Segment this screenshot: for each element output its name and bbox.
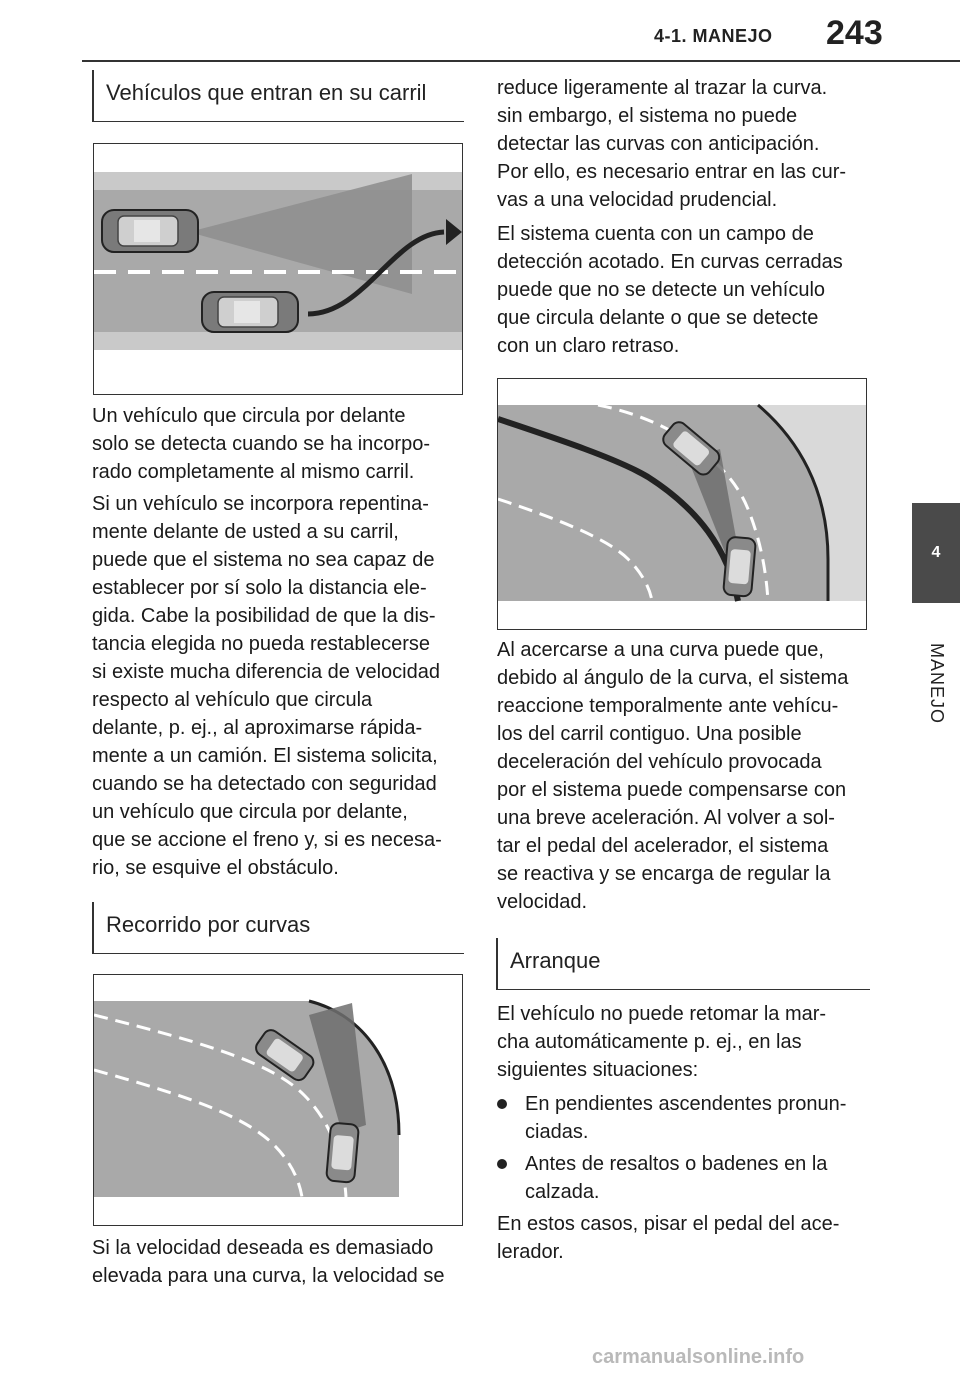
text-line: con un claro retraso. <box>497 335 680 357</box>
heading-arranque-text: Arranque <box>510 948 601 973</box>
text-line: reduce ligeramente al trazar la curva. <box>497 77 828 99</box>
chapter-title <box>912 603 960 763</box>
chapter-tab[interactable] <box>912 503 960 603</box>
text-line: puede que no se detecte un vehículo <box>497 279 826 301</box>
para-curve-speed <box>92 1234 472 1290</box>
header-rule <box>82 60 960 62</box>
car-merging <box>202 292 298 332</box>
list-item-text <box>525 1150 865 1206</box>
text-line: siguientes situaciones: <box>497 1059 699 1081</box>
text-line: un vehículo que circula por delante, <box>92 801 408 823</box>
bullet-icon <box>497 1159 507 1169</box>
text-line: Antes de resaltos o badenes en la <box>525 1153 828 1175</box>
figure-lane-entry <box>93 143 463 395</box>
text-line: deceleración del vehículo provocada <box>497 751 822 773</box>
text-line: elevada para una curva, la velocidad se <box>92 1265 445 1287</box>
car-front <box>102 210 198 252</box>
text-line: Si la velocidad deseada es demasiado <box>92 1237 434 1259</box>
curve-1-illustration <box>94 975 462 1225</box>
chapter-number: 4 <box>931 544 941 561</box>
text-line: puede que el sistema no sea capaz de <box>92 549 435 571</box>
text-line: si existe mucha diferencia de velocidad <box>92 661 440 683</box>
text-line: los del carril contiguo. Una posible <box>497 723 802 745</box>
list-item <box>497 1090 877 1146</box>
text-line: delante, p. ej., al aproximarse rápida- <box>92 717 423 739</box>
para-curve-speed-cont <box>497 74 877 214</box>
text-line: tar el pedal del acelerador, el sistema <box>497 835 829 857</box>
text-line: gida. Cabe la posibilidad de que la dis- <box>92 605 436 627</box>
text-line: que se accione el freno y, si es necesa- <box>92 829 442 851</box>
heading-vehiculos-carril-text: Vehículos que entran en su carril <box>106 80 427 105</box>
text-line: una breve aceleración. Al volver a sol- <box>497 807 835 829</box>
road-shoulder-bottom <box>94 332 462 350</box>
text-line: lerador. <box>497 1241 564 1263</box>
watermark: carmanualsonline.info <box>592 1346 805 1368</box>
text-line: detectar las curvas con anticipación. <box>497 133 820 155</box>
car-own <box>723 537 756 597</box>
section-label: 4-1. MANEJO <box>654 26 773 46</box>
text-line: Al acercarse a una curva puede que, <box>497 639 824 661</box>
text-line: tancia elegida no pueda restablecerse <box>92 633 431 655</box>
text-line: En estos casos, pisar el pedal del ace- <box>497 1213 840 1235</box>
text-line: reaccione temporalmente ante vehícu- <box>497 695 839 717</box>
chapter-title-text: MANEJO <box>926 642 947 724</box>
para-adjacent-lane <box>497 636 877 916</box>
para-detection-field <box>497 220 877 360</box>
text-line: vas a una velocidad prudencial. <box>497 189 778 211</box>
text-line: Si un vehículo se incorpora repentina- <box>92 493 429 515</box>
text-line: cuando se ha detectado con seguridad <box>92 773 437 795</box>
text-line: por el sistema puede compensarse con <box>497 779 847 801</box>
para-lane-entry <box>92 402 472 486</box>
text-line: sin embargo, el sistema no puede <box>497 105 798 127</box>
text-line: ciadas. <box>525 1121 589 1143</box>
text-line: detección acotado. En curvas cerradas <box>497 251 843 273</box>
lane-entry-illustration <box>94 144 462 394</box>
para-sudden-merge <box>92 490 472 882</box>
figure-curve-1 <box>93 974 463 1226</box>
text-line: En pendientes ascendentes pronun- <box>525 1093 847 1115</box>
text-line: se reactiva y se encarga de regular la <box>497 863 831 885</box>
text-line: mente delante de usted a su carril, <box>92 521 399 543</box>
para-arranque <box>497 1000 877 1084</box>
text-line: establecer por sí solo la distancia ele- <box>92 577 427 599</box>
text-line: Por ello, es necesario entrar en las cur- <box>497 161 847 183</box>
list-item <box>497 1150 877 1206</box>
page-number: 243 <box>826 14 883 52</box>
heading-arranque <box>496 938 870 990</box>
text-line: calzada. <box>525 1181 600 1203</box>
curve-2-illustration <box>498 379 866 629</box>
text-line: mente a un camión. El sistema solicita, <box>92 745 438 767</box>
text-line: debido al ángulo de la curva, el sistema <box>497 667 849 689</box>
car-own <box>326 1123 359 1183</box>
list-item-text <box>525 1090 865 1146</box>
text-line: rado completamente al mismo carril. <box>92 461 415 483</box>
text-line: El vehículo no puede retomar la mar- <box>497 1003 827 1025</box>
para-accelerator <box>497 1210 877 1266</box>
text-line: cha automáticamente p. ej., en las <box>497 1031 802 1053</box>
figure-curve-2 <box>497 378 867 630</box>
text-line: respecto al vehículo que circula <box>92 689 373 711</box>
text-line: velocidad. <box>497 891 588 913</box>
heading-recorrido-curvas-text: Recorrido por curvas <box>106 912 311 937</box>
text-line: que circula delante o que se detecte <box>497 307 819 329</box>
text-line: rio, se esquive el obstáculo. <box>92 857 339 879</box>
text-line: El sistema cuenta con un campo de <box>497 223 814 245</box>
text-line: solo se detecta cuando se ha incorpo- <box>92 433 430 455</box>
heading-vehiculos-carril <box>92 70 464 122</box>
bullet-icon <box>497 1099 507 1109</box>
text-line: Un vehículo que circula por delante <box>92 405 406 427</box>
heading-recorrido-curvas <box>92 902 464 954</box>
